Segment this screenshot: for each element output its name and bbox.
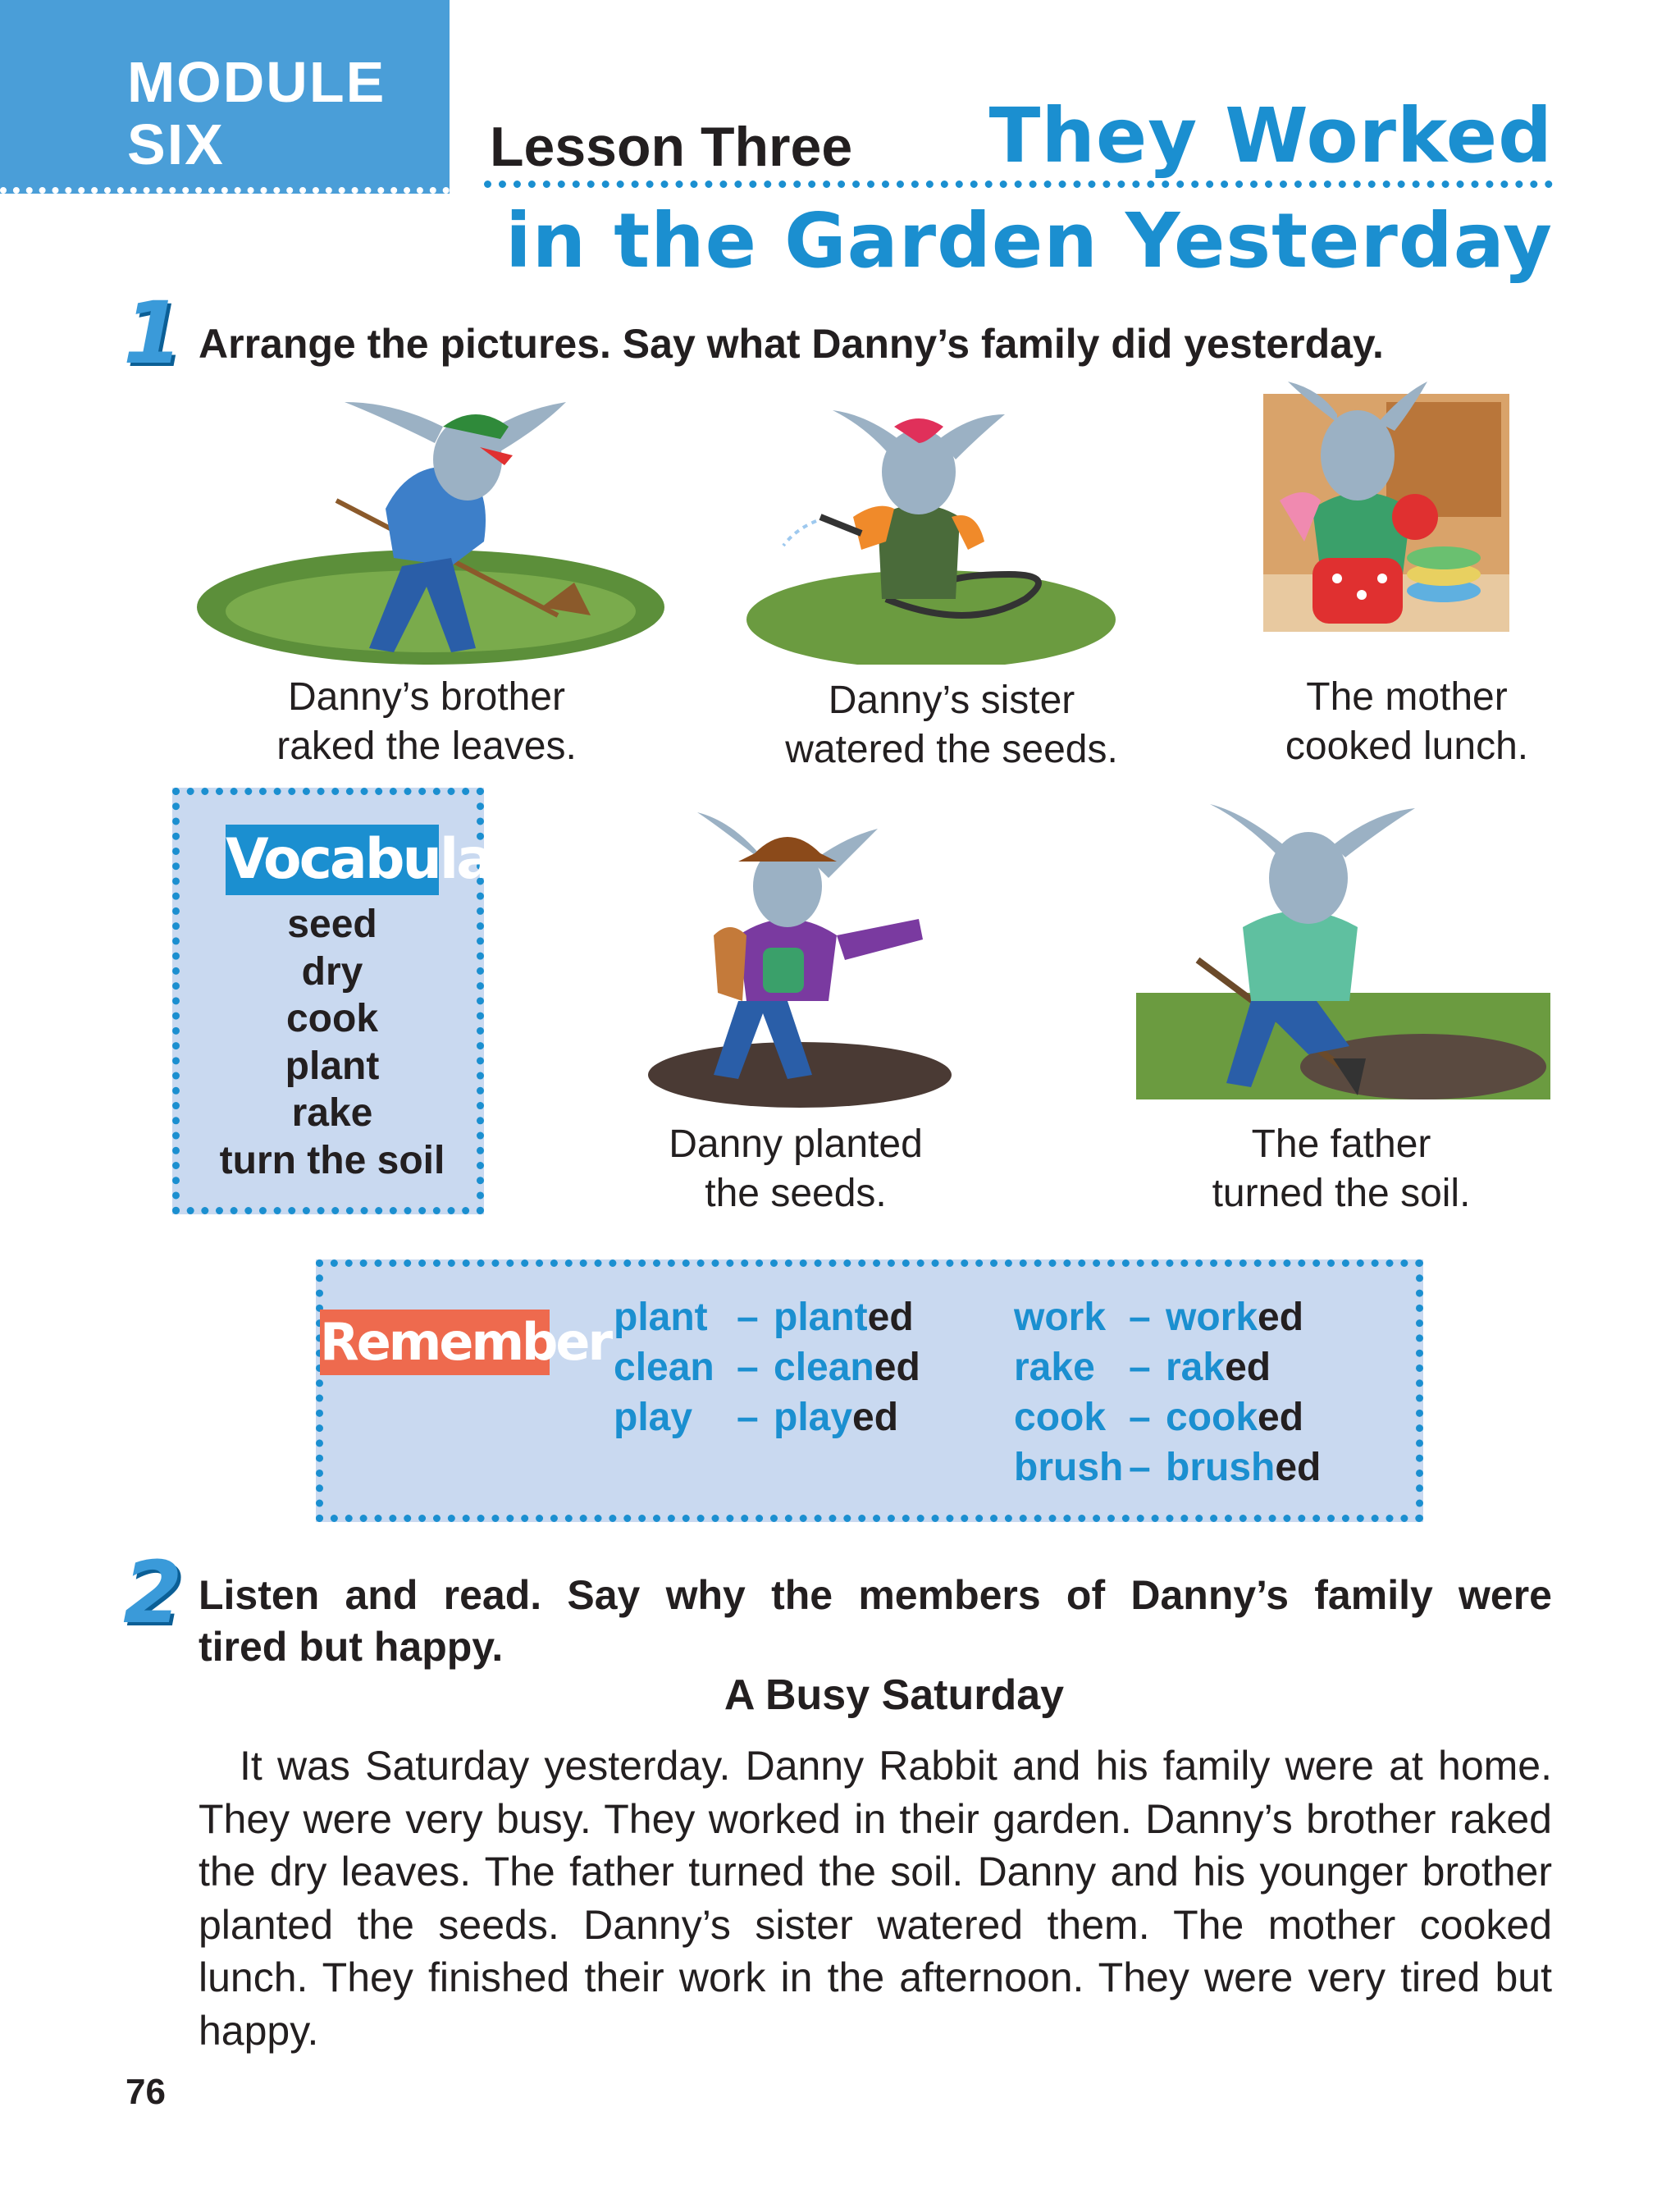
caption-3-line1: The mother — [1306, 675, 1508, 719]
verb-pair: clean – cleaned — [614, 1346, 920, 1389]
vocab-word: rake — [291, 1091, 373, 1135]
picture-caption-5 — [1136, 1120, 1546, 1218]
page-title-line2: in the Garden Yesterday — [505, 197, 1553, 285]
caption-5-line2: turned the soil. — [1212, 1172, 1471, 1215]
rabbit-watering-hose-icon — [746, 402, 1116, 665]
rabbit-raking-leaves-icon — [197, 386, 664, 665]
vocabulary-list — [172, 901, 492, 1184]
caption-1-line1: Danny’s brother — [288, 675, 565, 719]
caption-4-line1: Danny planted — [669, 1122, 923, 1166]
vocabulary-title: Vocabulary — [226, 825, 439, 895]
story-text: It was Saturday yesterday. Danny Rabbit and his family were at home. They were very busy. They worked in their garden. Danny’s brother raked the dry leaves. The father turned the soil. Danny and his younger brother planted the seeds. Danny’s sister watered them. The mother cooked lunch. They finished their work in the afternoon. They were very tired but happy. — [199, 1743, 1552, 2054]
module-label-line1: MODULE — [127, 50, 386, 114]
rabbit-planting-seeds-icon — [648, 796, 952, 1108]
exercise-1-instruction: Arrange the pictures. Say what Danny’s family did yesterday. — [199, 321, 1384, 367]
rabbit-cooking-icon — [1263, 377, 1509, 648]
story-title: A Busy Saturday — [724, 1671, 1065, 1719]
verb-pair: play – played — [614, 1396, 899, 1439]
verb-pair: rake – raked — [1014, 1346, 1271, 1389]
vocab-word: cook — [285, 997, 379, 1040]
remember-column-1 — [614, 1292, 920, 1442]
verb-pair: cook – cooked — [1014, 1396, 1304, 1439]
picture-caption-4 — [591, 1120, 1001, 1218]
picture-caption-1 — [221, 673, 632, 771]
picture-caption-3 — [1202, 673, 1612, 771]
exercise-2-instruction-line2: tired but happy. — [199, 1624, 504, 1670]
page-title-line1: They Worked — [988, 92, 1553, 180]
vocab-word: plant — [285, 1044, 380, 1088]
exercise-2-instruction-line1: Listen and read. Say why the members of Danny’s family were — [199, 1572, 1552, 1618]
caption-2-line1: Danny’s sister — [828, 679, 1075, 722]
caption-4-line2: the seeds. — [705, 1172, 887, 1215]
vocab-word: turn the soil — [219, 1138, 445, 1182]
module-label-line2: SIX — [127, 112, 225, 176]
rabbit-digging-spade-icon — [1136, 804, 1550, 1116]
caption-1-line2: raked the leaves. — [276, 725, 577, 768]
caption-3-line2: cooked lunch. — [1285, 725, 1529, 768]
remember-column-2 — [1014, 1292, 1321, 1492]
verb-pair: brush – brushed — [1014, 1446, 1322, 1489]
picture-caption-2 — [746, 676, 1157, 775]
exercise-number-1: 1 — [123, 283, 183, 383]
title-divider — [484, 181, 1553, 188]
vocab-word: seed — [287, 903, 377, 946]
module-label — [127, 51, 386, 176]
lesson-heading: Lesson Three — [490, 116, 853, 178]
verb-pair: work – worked — [1014, 1296, 1304, 1339]
caption-5-line1: The father — [1251, 1122, 1431, 1166]
verb-pair: plant – planted — [614, 1296, 914, 1339]
caption-2-line2: watered the seeds. — [785, 728, 1118, 771]
exercise-number-2: 2 — [123, 1543, 183, 1643]
page-number: 76 — [126, 2072, 166, 2112]
remember-title: Remember — [320, 1310, 550, 1375]
vocab-word: dry — [301, 949, 363, 994]
